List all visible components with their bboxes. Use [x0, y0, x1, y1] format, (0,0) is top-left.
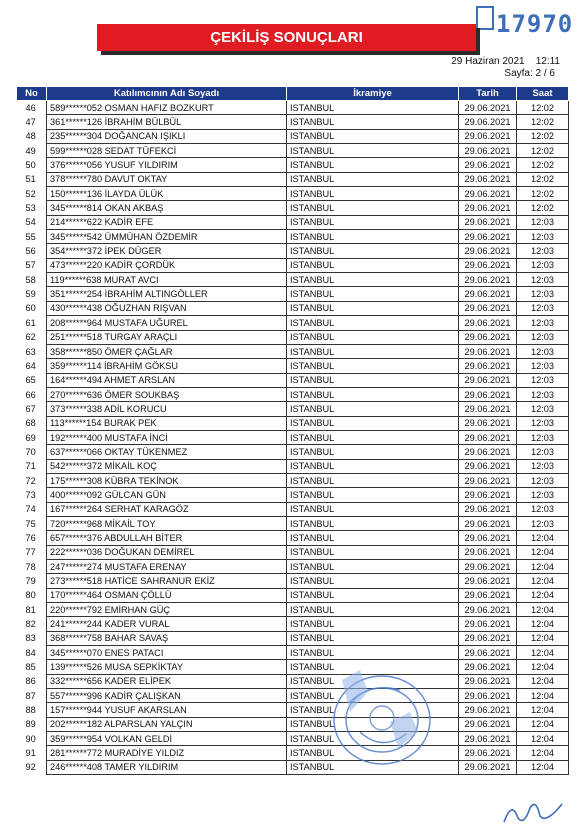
table-row — [17, 430, 569, 444]
table-header-col-participant-name: Katılımcının Adı Soyadı — [47, 87, 287, 101]
prize-city: ISTANBUL — [287, 230, 459, 244]
participant-name: 354******372 İPEK DÜGER — [47, 244, 287, 258]
table-row — [17, 717, 569, 731]
draw-date: 29.06.2021 — [459, 531, 517, 545]
prize-city: ISTANBUL — [287, 588, 459, 602]
draw-time: 12:02 — [517, 187, 569, 201]
draw-date: 29.06.2021 — [459, 273, 517, 287]
draw-time: 12:02 — [517, 172, 569, 186]
table-header-row — [17, 87, 569, 101]
row-number: 69 — [25, 432, 36, 443]
prize-city: ISTANBUL — [287, 717, 459, 731]
row-number: 66 — [25, 389, 36, 400]
draw-time: 12:02 — [517, 201, 569, 215]
participant-name: 235******304 DOĞANCAN IŞIKLI — [47, 129, 287, 143]
prize-city: ISTANBUL — [287, 330, 459, 344]
page-title-text: ÇEKİLİŞ SONUÇLARI — [210, 29, 363, 46]
row-number: 80 — [25, 590, 36, 601]
table-row — [17, 588, 569, 602]
participant-name: 251******518 TURGAY ARAÇLI — [47, 330, 287, 344]
participant-name: 241******244 KADER VURAL — [47, 617, 287, 631]
row-number: 52 — [25, 188, 36, 199]
participant-name: 247******274 MUSTAFA ERENAY — [47, 560, 287, 574]
row-number: 88 — [25, 705, 36, 716]
participant-name: 359******954 VOLKAN GELDİ — [47, 732, 287, 746]
draw-time: 12:04 — [517, 560, 569, 574]
row-number: 82 — [25, 619, 36, 630]
table-row — [17, 502, 569, 516]
prize-city: ISTANBUL — [287, 416, 459, 430]
draw-time: 12:04 — [517, 531, 569, 545]
participant-name: 345******070 ENES PATACI — [47, 646, 287, 660]
draw-time: 12:04 — [517, 717, 569, 731]
participant-name: 359******114 İBRAHİM GÖKSU — [47, 359, 287, 373]
table-row — [17, 230, 569, 244]
prize-city: ISTANBUL — [287, 373, 459, 387]
row-number: 57 — [25, 260, 36, 271]
prize-city: ISTANBUL — [287, 258, 459, 272]
participant-name: 599******028 SEDAT TÜFEKCİ — [47, 144, 287, 158]
prize-city: ISTANBUL — [287, 187, 459, 201]
draw-date: 29.06.2021 — [459, 187, 517, 201]
row-number: 71 — [25, 461, 36, 472]
prize-city: ISTANBUL — [287, 316, 459, 330]
row-number: 86 — [25, 676, 36, 687]
row-number: 63 — [25, 346, 36, 357]
draw-date: 29.06.2021 — [459, 359, 517, 373]
row-number: 51 — [25, 174, 36, 185]
page-indicator: Sayfa: 2 / 6 — [504, 68, 555, 79]
draw-time: 12:04 — [517, 689, 569, 703]
draw-time: 12:04 — [517, 617, 569, 631]
prize-city: ISTANBUL — [287, 129, 459, 143]
draw-time: 12:03 — [517, 359, 569, 373]
row-number: 72 — [25, 475, 36, 486]
participant-name: 202******182 ALPARSLAN YALÇIN — [47, 717, 287, 731]
draw-date: 29.06.2021 — [459, 201, 517, 215]
row-number: 48 — [25, 131, 36, 142]
draw-date: 29.06.2021 — [459, 115, 517, 129]
row-number: 46 — [25, 102, 36, 113]
prize-city: ISTANBUL — [287, 617, 459, 631]
row-number: 85 — [25, 662, 36, 673]
row-number: 73 — [25, 489, 36, 500]
table-row — [17, 359, 569, 373]
row-number: 89 — [25, 719, 36, 730]
table-row — [17, 416, 569, 430]
prize-city: ISTANBUL — [287, 287, 459, 301]
table-row — [17, 115, 569, 129]
draw-date: 29.06.2021 — [459, 473, 517, 487]
row-number: 91 — [25, 748, 36, 759]
row-number: 87 — [25, 690, 36, 701]
draw-date: 29.06.2021 — [459, 258, 517, 272]
draw-time: 12:03 — [517, 273, 569, 287]
draw-time: 12:02 — [517, 101, 569, 115]
prize-city: ISTANBUL — [287, 215, 459, 229]
row-number: 59 — [25, 289, 36, 300]
table-row — [17, 603, 569, 617]
draw-time: 12:03 — [517, 488, 569, 502]
row-number: 74 — [25, 504, 36, 515]
participant-name: 345******814 OKAN AKBAŞ — [47, 201, 287, 215]
draw-time: 12:04 — [517, 574, 569, 588]
table-row — [17, 516, 569, 530]
prize-city: ISTANBUL — [287, 631, 459, 645]
table-row — [17, 488, 569, 502]
table-row — [17, 531, 569, 545]
participant-name: 281******772 MURADİYE YILDIZ — [47, 746, 287, 760]
row-number: 90 — [25, 733, 36, 744]
prize-city: ISTANBUL — [287, 115, 459, 129]
participant-name: 119******638 MURAT AVCI — [47, 273, 287, 287]
draw-time: 12:03 — [517, 230, 569, 244]
draw-date: 29.06.2021 — [459, 244, 517, 258]
table-row — [17, 732, 569, 746]
participant-name: 400******092 GÜLCAN GÜN — [47, 488, 287, 502]
row-number: 61 — [25, 317, 36, 328]
row-number: 75 — [25, 518, 36, 529]
draw-time: 12:03 — [517, 287, 569, 301]
table-row — [17, 703, 569, 717]
table-row — [17, 344, 569, 358]
draw-time: 12:04 — [517, 703, 569, 717]
draw-date: 29.06.2021 — [459, 674, 517, 688]
row-number: 67 — [25, 403, 36, 414]
prize-city: ISTANBUL — [287, 703, 459, 717]
row-number: 58 — [25, 274, 36, 285]
draw-date: 29.06.2021 — [459, 459, 517, 473]
table-row — [17, 144, 569, 158]
draw-time: 12:03 — [517, 430, 569, 444]
participant-name: 139******526 MUSA SEPKİKTAY — [47, 660, 287, 674]
draw-date: 29.06.2021 — [459, 603, 517, 617]
prize-city: ISTANBUL — [287, 746, 459, 760]
row-number: 54 — [25, 217, 36, 228]
prize-city: ISTANBUL — [287, 301, 459, 315]
table-row — [17, 244, 569, 258]
participant-name: 222******036 DOĞUKAN DEMİREL — [47, 545, 287, 559]
page-title — [97, 24, 476, 51]
draw-date: 29.06.2021 — [459, 430, 517, 444]
draw-time: 12:04 — [517, 732, 569, 746]
prize-city: ISTANBUL — [287, 344, 459, 358]
draw-time: 12:03 — [517, 459, 569, 473]
draw-time: 12:03 — [517, 215, 569, 229]
draw-time: 12:03 — [517, 344, 569, 358]
draw-time: 12:04 — [517, 545, 569, 559]
participant-name: 720******968 MİKAİL TOY — [47, 516, 287, 530]
draw-time: 12:03 — [517, 387, 569, 401]
draw-date: 29.06.2021 — [459, 689, 517, 703]
draw-date: 29.06.2021 — [459, 172, 517, 186]
prize-city: ISTANBUL — [287, 488, 459, 502]
draw-date: 29.06.2021 — [459, 545, 517, 559]
prize-city: ISTANBUL — [287, 387, 459, 401]
draw-date: 29.06.2021 — [459, 330, 517, 344]
participant-name: 373******338 ADİL KORUCU — [47, 402, 287, 416]
draw-time: 12:03 — [517, 402, 569, 416]
draw-date: 29.06.2021 — [459, 746, 517, 760]
table-body — [17, 101, 569, 775]
draw-time: 12:03 — [517, 258, 569, 272]
participant-name: 368******758 BAHAR SAVAŞ — [47, 631, 287, 645]
prize-city: ISTANBUL — [287, 445, 459, 459]
table-row — [17, 746, 569, 760]
draw-date: 29.06.2021 — [459, 230, 517, 244]
draw-date: 29.06.2021 — [459, 287, 517, 301]
prize-city: ISTANBUL — [287, 158, 459, 172]
prize-city: ISTANBUL — [287, 244, 459, 258]
participant-name: 220******792 EMİRHAN GÜÇ — [47, 603, 287, 617]
draw-time: 12:02 — [517, 129, 569, 143]
draw-date: 29.06.2021 — [459, 416, 517, 430]
participant-name: 273******518 HATİCE SAHRANUR EKİZ — [47, 574, 287, 588]
table-row — [17, 187, 569, 201]
table-row — [17, 674, 569, 688]
prize-city: ISTANBUL — [287, 502, 459, 516]
participant-name: 473******220 KADİR ÇORDÜK — [47, 258, 287, 272]
row-number: 49 — [25, 145, 36, 156]
draw-time: 12:04 — [517, 746, 569, 760]
draw-date: 29.06.2021 — [459, 660, 517, 674]
table-row — [17, 689, 569, 703]
stamp-box-icon — [476, 6, 494, 30]
participant-name: 332******656 KADER ELİPEK — [47, 674, 287, 688]
table-header-col-prize: İkramiye — [287, 87, 459, 101]
draw-date: 29.06.2021 — [459, 560, 517, 574]
draw-time: 12:03 — [517, 473, 569, 487]
prize-city: ISTANBUL — [287, 101, 459, 115]
table-row — [17, 660, 569, 674]
table-header-col-time: Saat — [517, 87, 569, 101]
draw-date: 29.06.2021 — [459, 588, 517, 602]
draw-time: 12:04 — [517, 631, 569, 645]
draw-time: 12:03 — [517, 244, 569, 258]
results-table — [16, 86, 569, 775]
prize-city: ISTANBUL — [287, 574, 459, 588]
table-row — [17, 402, 569, 416]
prize-city: ISTANBUL — [287, 732, 459, 746]
prize-city: ISTANBUL — [287, 674, 459, 688]
table-row — [17, 459, 569, 473]
participant-name: 657******376 ABDULLAH BİTER — [47, 531, 287, 545]
participant-name: 175******308 KÜBRA TEKİNOK — [47, 473, 287, 487]
row-number: 77 — [25, 547, 36, 558]
participant-name: 542******372 MİKAİL KOÇ — [47, 459, 287, 473]
prize-city: ISTANBUL — [287, 473, 459, 487]
row-number: 84 — [25, 647, 36, 658]
draw-date: 29.06.2021 — [459, 574, 517, 588]
participant-name: 361******126 İBRAHİM BÜLBÜL — [47, 115, 287, 129]
table-row — [17, 301, 569, 315]
draw-time: 12:03 — [517, 330, 569, 344]
prize-city: ISTANBUL — [287, 760, 459, 774]
participant-name: 150******136 İLAYDA ÜLÜK — [47, 187, 287, 201]
participant-name: 358******850 ÖMER ÇAĞLAR — [47, 344, 287, 358]
table-header-col-no: No — [17, 87, 47, 101]
draw-time: 12:02 — [517, 158, 569, 172]
table-row — [17, 273, 569, 287]
draw-date: 29.06.2021 — [459, 101, 517, 115]
participant-name: 208******964 MUSTAFA UĞUREL — [47, 316, 287, 330]
row-number: 64 — [25, 360, 36, 371]
row-number: 76 — [25, 532, 36, 543]
draw-time: 12:02 — [517, 115, 569, 129]
draw-time: 12:03 — [517, 373, 569, 387]
participant-name: 167******264 SERHAT KARAGÖZ — [47, 502, 287, 516]
participant-name: 192******400 MUSTAFA İNCİ — [47, 430, 287, 444]
draw-time: 12:04 — [517, 674, 569, 688]
participant-name: 351******254 İBRAHİM ALTINGÖLLER — [47, 287, 287, 301]
draw-date: 29.06.2021 — [459, 402, 517, 416]
table-row — [17, 760, 569, 774]
prize-city: ISTANBUL — [287, 689, 459, 703]
draw-time: 12:04 — [517, 660, 569, 674]
table-row — [17, 617, 569, 631]
prize-city: ISTANBUL — [287, 144, 459, 158]
stamp-number-text: 17970 — [496, 10, 574, 38]
draw-date: 29.06.2021 — [459, 158, 517, 172]
draw-time: 12:03 — [517, 316, 569, 330]
draw-date: 29.06.2021 — [459, 301, 517, 315]
table-row — [17, 473, 569, 487]
draw-time: 12:03 — [517, 516, 569, 530]
table-row — [17, 287, 569, 301]
prize-city: ISTANBUL — [287, 545, 459, 559]
table-row — [17, 560, 569, 574]
draw-time: 12:04 — [517, 603, 569, 617]
draw-time: 12:04 — [517, 760, 569, 774]
draw-date: 29.06.2021 — [459, 488, 517, 502]
table-row — [17, 646, 569, 660]
participant-name: 378******780 DAVUT OKTAY — [47, 172, 287, 186]
draw-time: 12:03 — [517, 416, 569, 430]
draw-date: 29.06.2021 — [459, 129, 517, 143]
row-number: 55 — [25, 231, 36, 242]
prize-city: ISTANBUL — [287, 201, 459, 215]
draw-time: 12:03 — [517, 445, 569, 459]
draw-date: 29.06.2021 — [459, 732, 517, 746]
prize-city: ISTANBUL — [287, 359, 459, 373]
draw-date: 29.06.2021 — [459, 703, 517, 717]
draw-date: 29.06.2021 — [459, 516, 517, 530]
row-number: 70 — [25, 446, 36, 457]
draw-time: 12:03 — [517, 301, 569, 315]
table-row — [17, 129, 569, 143]
draw-date: 29.06.2021 — [459, 646, 517, 660]
draw-date: 29.06.2021 — [459, 502, 517, 516]
table-row — [17, 201, 569, 215]
participant-name: 170******464 OSMAN ÇÖLLÜ — [47, 588, 287, 602]
draw-date: 29.06.2021 — [459, 215, 517, 229]
row-number: 47 — [25, 117, 36, 128]
prize-city: ISTANBUL — [287, 603, 459, 617]
prize-city: ISTANBUL — [287, 430, 459, 444]
table-row — [17, 545, 569, 559]
prize-city: ISTANBUL — [287, 560, 459, 574]
participant-name: 589******052 OSMAN HAFIZ BOZKURT — [47, 101, 287, 115]
table-row — [17, 316, 569, 330]
table-row — [17, 258, 569, 272]
table-row — [17, 387, 569, 401]
participant-name: 557******996 KADİR ÇALIŞKAN — [47, 689, 287, 703]
participant-name: 214******622 KADİR EFE — [47, 215, 287, 229]
prize-city: ISTANBUL — [287, 646, 459, 660]
draw-date: 29.06.2021 — [459, 717, 517, 731]
row-number: 60 — [25, 303, 36, 314]
participant-name: 637******066 OKTAY TÜKENMEZ — [47, 445, 287, 459]
draw-date: 29.06.2021 — [459, 387, 517, 401]
row-number: 83 — [25, 633, 36, 644]
participant-name: 113******154 BURAK PEK — [47, 416, 287, 430]
table-row — [17, 215, 569, 229]
signature-icon — [500, 796, 570, 826]
prize-city: ISTANBUL — [287, 516, 459, 530]
document-stamp-number — [476, 6, 581, 38]
draw-time: 12:04 — [517, 588, 569, 602]
row-number: 56 — [25, 246, 36, 257]
table-row — [17, 101, 569, 115]
table-row — [17, 158, 569, 172]
draw-time: 12:02 — [517, 144, 569, 158]
table-row — [17, 574, 569, 588]
draw-time: 12:03 — [517, 502, 569, 516]
draw-date: 29.06.2021 — [459, 316, 517, 330]
table-row — [17, 330, 569, 344]
prize-city: ISTANBUL — [287, 531, 459, 545]
draw-date: 29.06.2021 — [459, 445, 517, 459]
row-number: 68 — [25, 418, 36, 429]
row-number: 50 — [25, 160, 36, 171]
participant-name: 270******636 ÖMER SOUKBAŞ — [47, 387, 287, 401]
row-number: 92 — [25, 762, 36, 773]
participant-name: 164******494 AHMET ARSLAN — [47, 373, 287, 387]
table-row — [17, 172, 569, 186]
draw-date: 29.06.2021 — [459, 631, 517, 645]
prize-city: ISTANBUL — [287, 660, 459, 674]
table-header-col-date: Tarih — [459, 87, 517, 101]
table-row — [17, 445, 569, 459]
row-number: 79 — [25, 576, 36, 587]
draw-date: 29.06.2021 — [459, 344, 517, 358]
row-number: 65 — [25, 375, 36, 386]
draw-time: 12:04 — [517, 646, 569, 660]
row-number: 53 — [25, 203, 36, 214]
row-number: 62 — [25, 332, 36, 343]
draw-date: 29.06.2021 — [459, 373, 517, 387]
prize-city: ISTANBUL — [287, 459, 459, 473]
participant-name: 157******944 YUSUF AKARSLAN — [47, 703, 287, 717]
draw-date: 29.06.2021 — [459, 144, 517, 158]
prize-city: ISTANBUL — [287, 172, 459, 186]
table-row — [17, 373, 569, 387]
draw-date: 29.06.2021 — [459, 760, 517, 774]
participant-name: 376******056 YUSUF YILDIRIM — [47, 158, 287, 172]
table-row — [17, 631, 569, 645]
print-date-time: 29 Haziran 2021 12:11 — [451, 56, 560, 67]
participant-name: 246******408 TAMER YILDIRIM — [47, 760, 287, 774]
prize-city: ISTANBUL — [287, 402, 459, 416]
row-number: 81 — [25, 604, 36, 615]
participant-name: 345******542 ÜMMÜHAN ÖZDEMİR — [47, 230, 287, 244]
draw-date: 29.06.2021 — [459, 617, 517, 631]
prize-city: ISTANBUL — [287, 273, 459, 287]
row-number: 78 — [25, 561, 36, 572]
participant-name: 430******438 OĞUZHAN RIŞVAN — [47, 301, 287, 315]
